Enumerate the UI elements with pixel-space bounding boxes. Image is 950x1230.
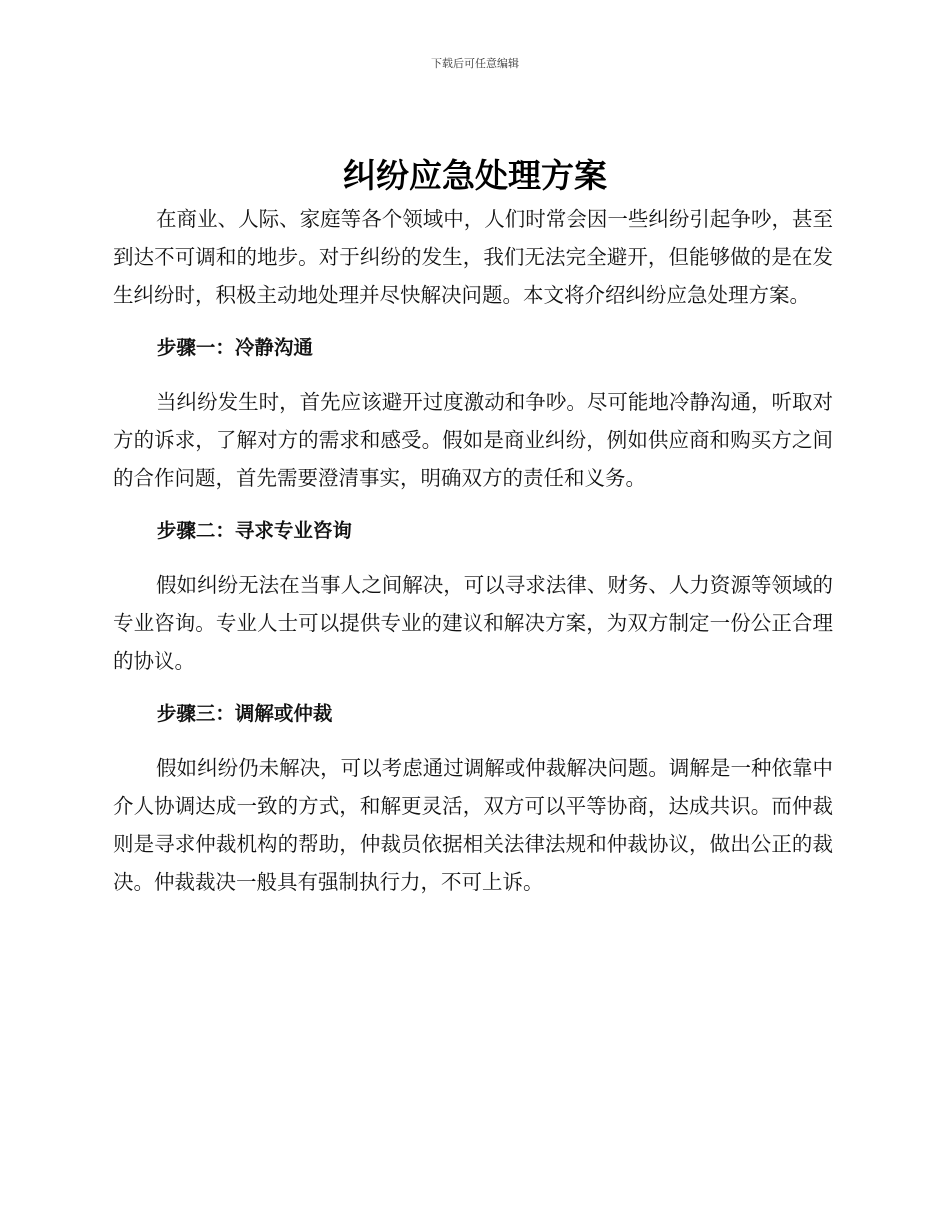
step-1-paragraph: 当纠纷发生时，首先应该避开过度激动和争吵。尽可能地冷静沟通，听取对方的诉求，了解对方的需求和感受。假如是商业纠纷，例如供应商和购买方之间的合作问题，首先需要澄清事实，明确双方的责任和义务。 [113,390,833,490]
step-3-heading: 步骤三：调解或仲裁 [156,702,333,725]
header-note: 下载后可任意编辑 [431,57,519,70]
document-body [113,200,833,901]
intro-paragraph: 在商业、人际、家庭等各个领域中，人们时常会因一些纠纷引起争吵，甚至到达不可调和的地步。对于纠纷的发生，我们无法完全避开，但能够做的是在发生纠纷时，积极主动地处理并尽快解决问题。本文将介绍纠纷应急处理方案。 [113,207,833,307]
document-title: 纠纷应急处理方案 [343,156,607,195]
step-2-paragraph: 假如纠纷无法在当事人之间解决，可以寻求法律、财务、人力资源等领域的专业咨询。专业人士可以提供专业的建议和解决方案，为双方制定一份公正合理的协议。 [113,573,833,673]
step-3-paragraph: 假如纠纷仍未解决，可以考虑通过调解或仲裁解决问题。调解是一种依靠中介人协调达成一致的方式，和解更灵活，双方可以平等协商，达成共识。而仲裁则是寻求仲裁机构的帮助，仲裁员依据相关法律法规和仲裁协议，做出公正的裁决。仲裁裁决一般具有强制执行力，不可上诉。 [113,756,833,894]
step-2-heading: 步骤二：寻求专业咨询 [156,519,352,542]
step-1-heading: 步骤一：冷静沟通 [156,336,313,359]
